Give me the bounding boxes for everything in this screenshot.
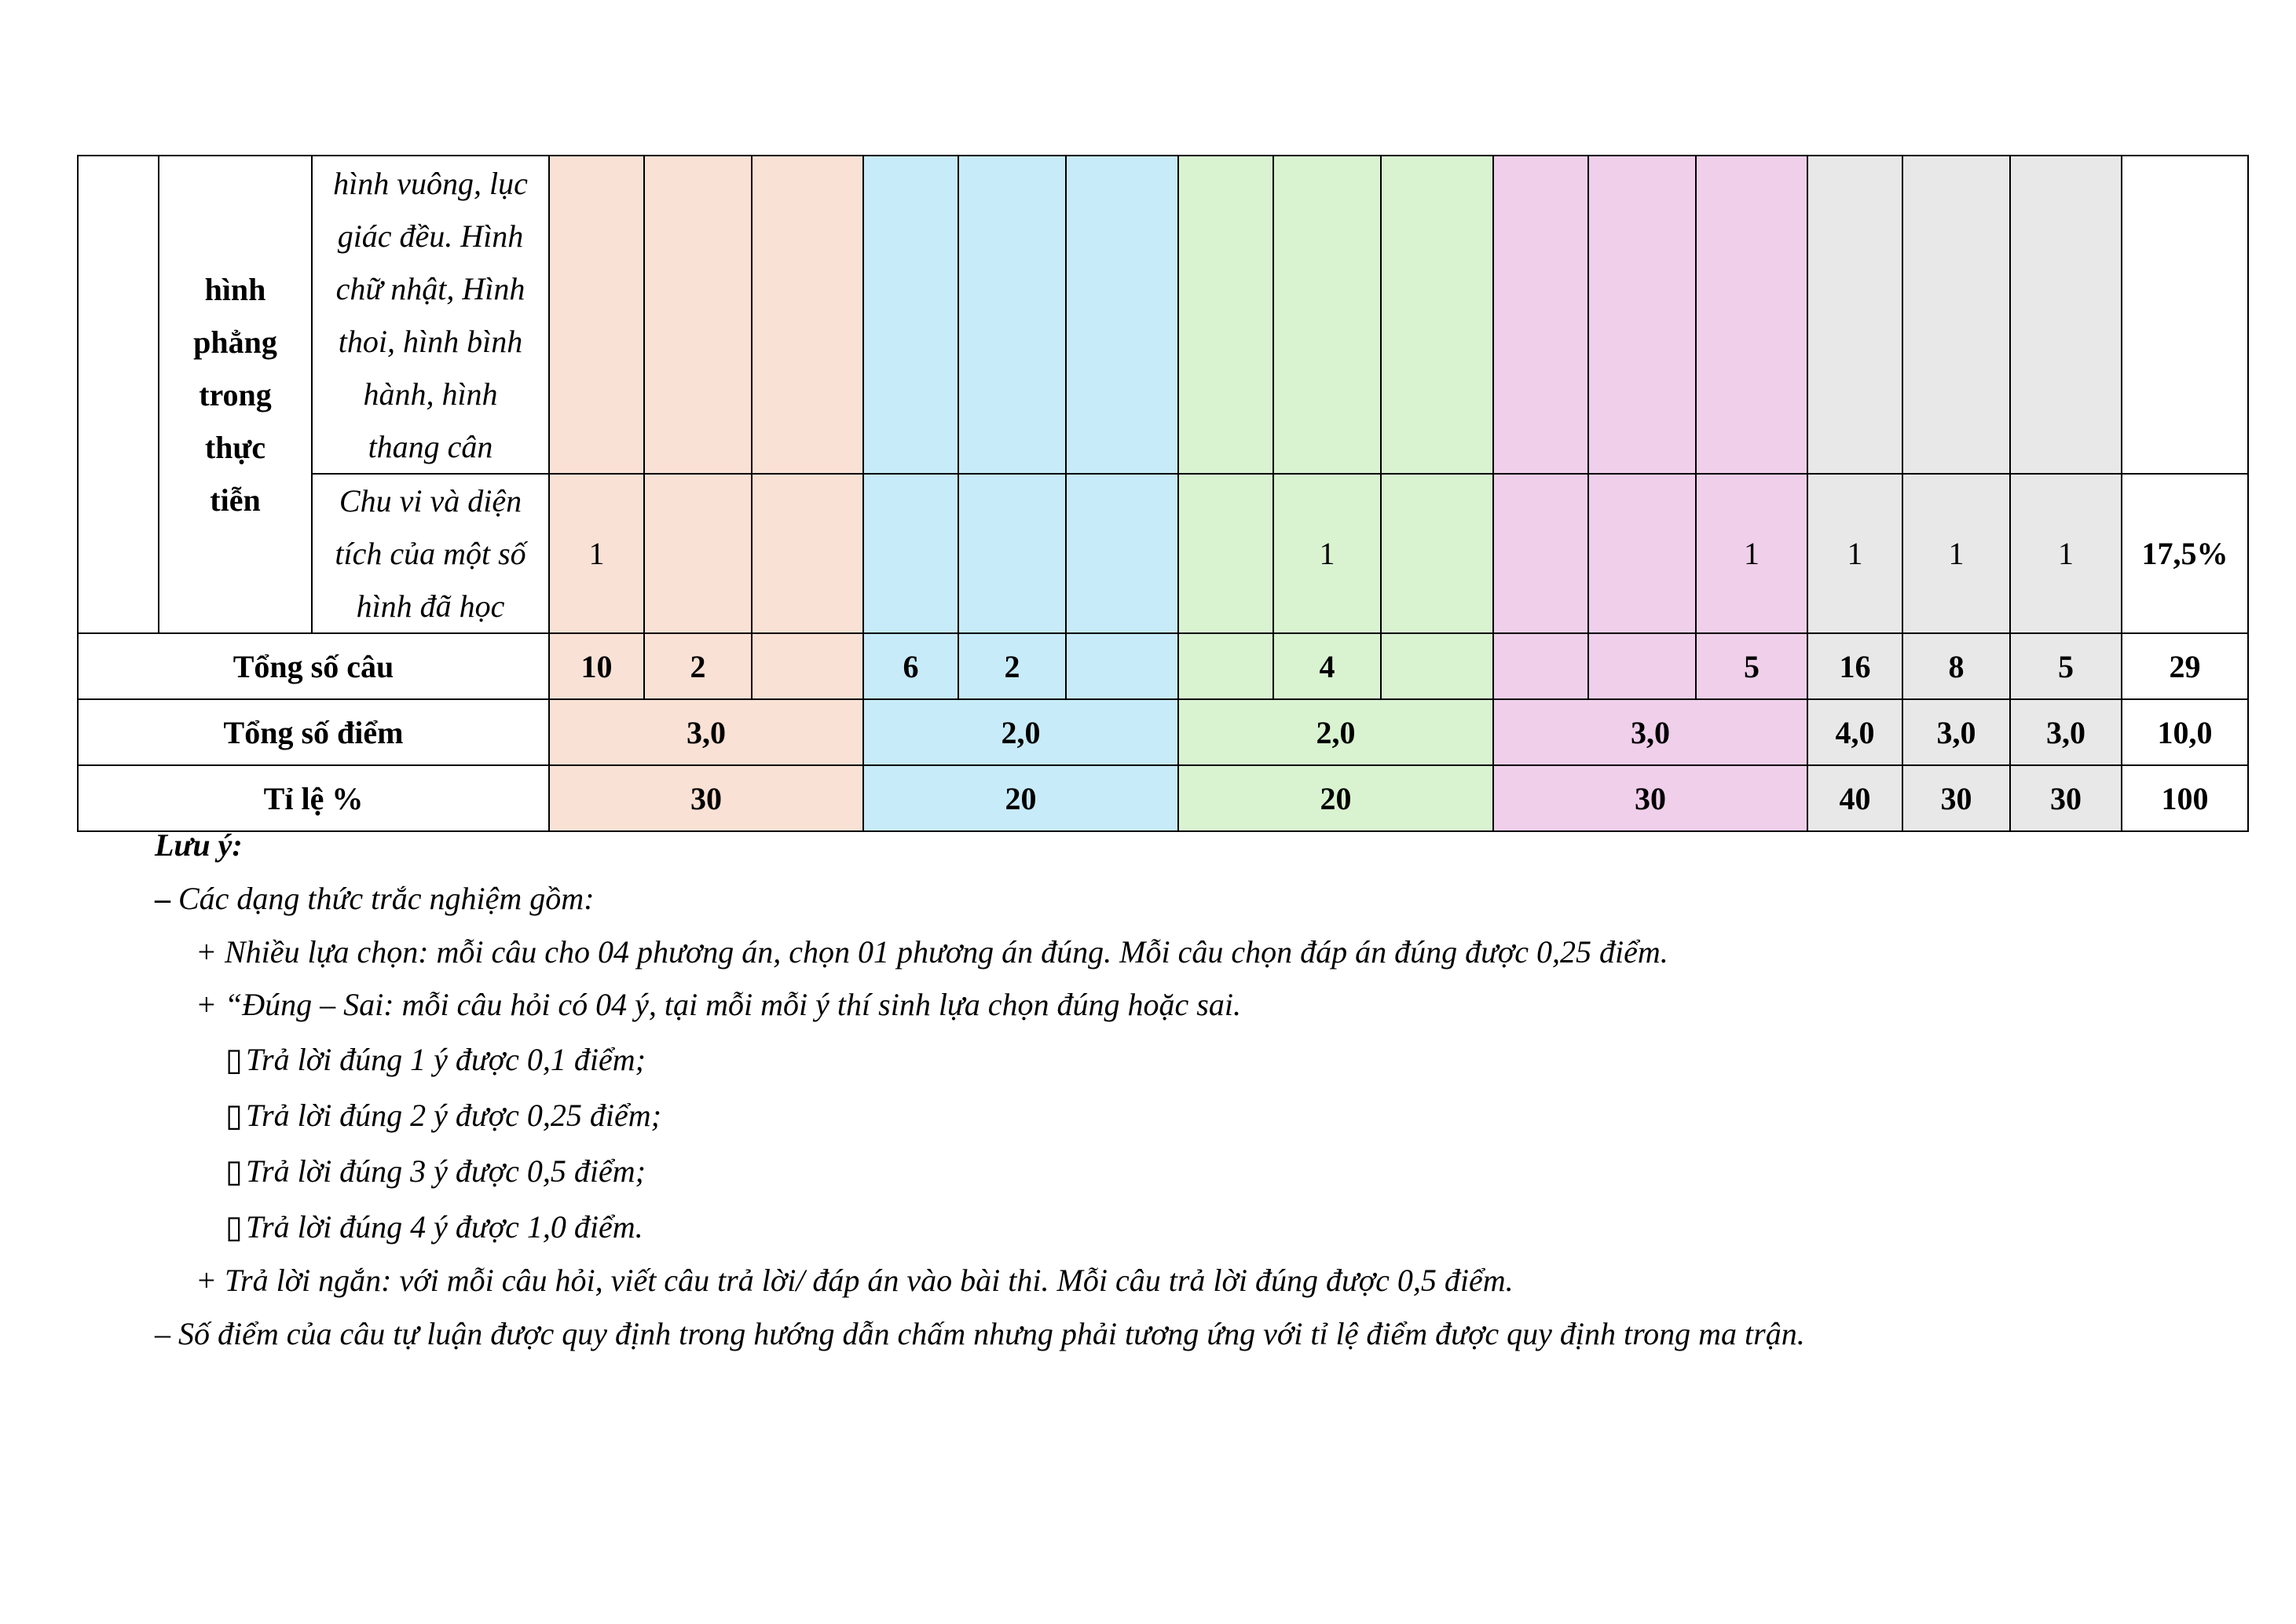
- matrix-cell: [958, 156, 1066, 474]
- notes-text: Các dạng thức trắc nghiệm gồm:: [170, 881, 595, 916]
- matrix-cell: [752, 156, 863, 474]
- matrix-cell: 1: [1696, 474, 1807, 633]
- topic-line: thực: [204, 429, 266, 465]
- matrix-cell: [2010, 156, 2122, 474]
- notes-line: – Số điểm của câu tự luận được quy định trong hướng dẫn chấm nhưng phải tương ứng với tỉ lệ điểm được quy định trong ma trận.: [155, 1316, 1805, 1351]
- points-cell: 3,0: [1902, 699, 2010, 765]
- topic-cell: [159, 156, 312, 633]
- notes-line: + “Đúng – Sai: mỗi câu hỏi có 04 ý, tại mỗi mỗi ý thí sinh lựa chọn đúng hoặc sai.: [196, 987, 1241, 1022]
- notes-line: + Nhiều lựa chọn: mỗi câu cho 04 phương án, chọn 01 phương án đúng. Mỗi câu chọn đáp án đúng được 0,25 điểm.: [196, 934, 1668, 970]
- total-cell: 4: [1273, 633, 1381, 699]
- bullet-icon: ▯: [225, 1098, 244, 1133]
- topic-line: trong: [199, 376, 272, 412]
- matrix-cell: [644, 156, 752, 474]
- bullet-icon: ▯: [225, 1042, 244, 1077]
- matrix-cell: [1273, 156, 1381, 474]
- index-cell: [78, 156, 159, 633]
- matrix-cell: [2122, 156, 2248, 474]
- matrix-cell: 1: [2010, 474, 2122, 633]
- matrix-cell: [1178, 156, 1273, 474]
- matrix-cell: 1: [549, 474, 644, 633]
- total-cell: [1381, 633, 1493, 699]
- bullet-icon: ▯: [225, 1153, 244, 1189]
- matrix-cell: [1381, 156, 1493, 474]
- matrix-cell: [1066, 474, 1178, 633]
- total-cell: 16: [1807, 633, 1902, 699]
- matrix-cell: 1: [1902, 474, 2010, 633]
- matrix-cell: [549, 156, 644, 474]
- row-label: Tỉ lệ %: [78, 765, 549, 831]
- matrix-cell: [1066, 156, 1178, 474]
- notes-line: + Trả lời ngắn: với mỗi câu hỏi, viết câu trả lời/ đáp án vào bài thi. Mỗi câu trả lời đúng được 0,5 điểm.: [196, 1263, 1514, 1298]
- percent-cell: 40: [1807, 765, 1902, 831]
- matrix-cell: [1588, 474, 1696, 633]
- points-cell: 4,0: [1807, 699, 1902, 765]
- matrix-cell: [1493, 474, 1588, 633]
- percent-cell: 30: [1902, 765, 2010, 831]
- points-cell: 2,0: [863, 699, 1178, 765]
- matrix-cell: [1178, 474, 1273, 633]
- row-label: Tổng số câu: [78, 633, 549, 699]
- matrix-cell: [1696, 156, 1807, 474]
- notes-text: Trả lời đúng 3 ý được 0,5 điểm;: [246, 1153, 646, 1189]
- content-line: hình vuông, lục: [333, 165, 528, 201]
- content-cell-2: [312, 474, 549, 633]
- matrix-cell: [644, 474, 752, 633]
- total-cell: 5: [1696, 633, 1807, 699]
- content-line: tích của một số: [335, 536, 526, 571]
- total-cell: 2: [958, 633, 1066, 699]
- notes-line: [225, 1041, 646, 1078]
- total-cell: [752, 633, 863, 699]
- content-line: hình đã học: [356, 588, 505, 624]
- table-row-total-questions: [78, 633, 2248, 699]
- total-cell: 29: [2122, 633, 2248, 699]
- total-cell: [1178, 633, 1273, 699]
- percent-cell: 100: [2122, 765, 2248, 831]
- content-line: giác đều. Hình: [337, 218, 524, 254]
- table-row-content-1: [78, 156, 2248, 474]
- matrix-cell: 1: [1273, 474, 1381, 633]
- percent-cell: 30: [549, 765, 863, 831]
- notes-title: Lưu ý:: [155, 827, 243, 863]
- table-row-total-points: [78, 699, 2248, 765]
- total-cell: [1588, 633, 1696, 699]
- notes-text: Trả lời đúng 4 ý được 1,0 điểm.: [246, 1209, 643, 1245]
- points-cell: 10,0: [2122, 699, 2248, 765]
- matrix-cell: [958, 474, 1066, 633]
- matrix-cell: [1807, 156, 1902, 474]
- total-cell: [1493, 633, 1588, 699]
- content-line: chữ nhật, Hình: [335, 270, 525, 306]
- bullet-icon: ▯: [225, 1209, 244, 1245]
- matrix-cell: [863, 474, 958, 633]
- row-label: Tổng số điểm: [78, 699, 549, 765]
- content-line: hành, hình: [363, 376, 498, 412]
- matrix-cell: [1381, 474, 1493, 633]
- matrix-cell-percent: 17,5%: [2122, 474, 2248, 633]
- percent-cell: 20: [863, 765, 1178, 831]
- notes-text: Trả lời đúng 1 ý được 0,1 điểm;: [246, 1042, 646, 1077]
- points-cell: 3,0: [1493, 699, 1807, 765]
- content-line: thang cân: [368, 428, 493, 464]
- table-row-content-2: [78, 474, 2248, 633]
- matrix-cell: [1902, 156, 2010, 474]
- matrix-cell: 1: [1807, 474, 1902, 633]
- percent-cell: 30: [1493, 765, 1807, 831]
- notes-line: [225, 1208, 643, 1245]
- total-cell: 5: [2010, 633, 2122, 699]
- points-cell: 2,0: [1178, 699, 1493, 765]
- total-cell: 6: [863, 633, 958, 699]
- notes-line: [225, 1153, 646, 1190]
- points-cell: 3,0: [2010, 699, 2122, 765]
- matrix-cell: [863, 156, 958, 474]
- points-cell: 3,0: [549, 699, 863, 765]
- content-line: Chu vi và diện: [339, 483, 522, 519]
- total-cell: [1066, 633, 1178, 699]
- matrix-cell: [1588, 156, 1696, 474]
- topic-line: tiễn: [210, 482, 261, 518]
- content-cell-1: [312, 156, 549, 474]
- notes-line: [225, 1097, 661, 1134]
- topic-line: hình: [204, 271, 266, 307]
- table-row-percent: [78, 765, 2248, 831]
- topic-line: phẳng: [193, 324, 277, 360]
- assessment-matrix-table: [77, 155, 2249, 832]
- notes-text: Trả lời đúng 2 ý được 0,25 điểm;: [246, 1098, 661, 1133]
- content-line: thoi, hình bình: [338, 323, 523, 359]
- percent-cell: 20: [1178, 765, 1493, 831]
- percent-cell: 30: [2010, 765, 2122, 831]
- matrix-cell: [1493, 156, 1588, 474]
- dash-mark: –: [155, 881, 170, 916]
- total-cell: 2: [644, 633, 752, 699]
- notes-line: [155, 880, 595, 917]
- total-cell: 10: [549, 633, 644, 699]
- total-cell: 8: [1902, 633, 2010, 699]
- matrix-cell: [752, 474, 863, 633]
